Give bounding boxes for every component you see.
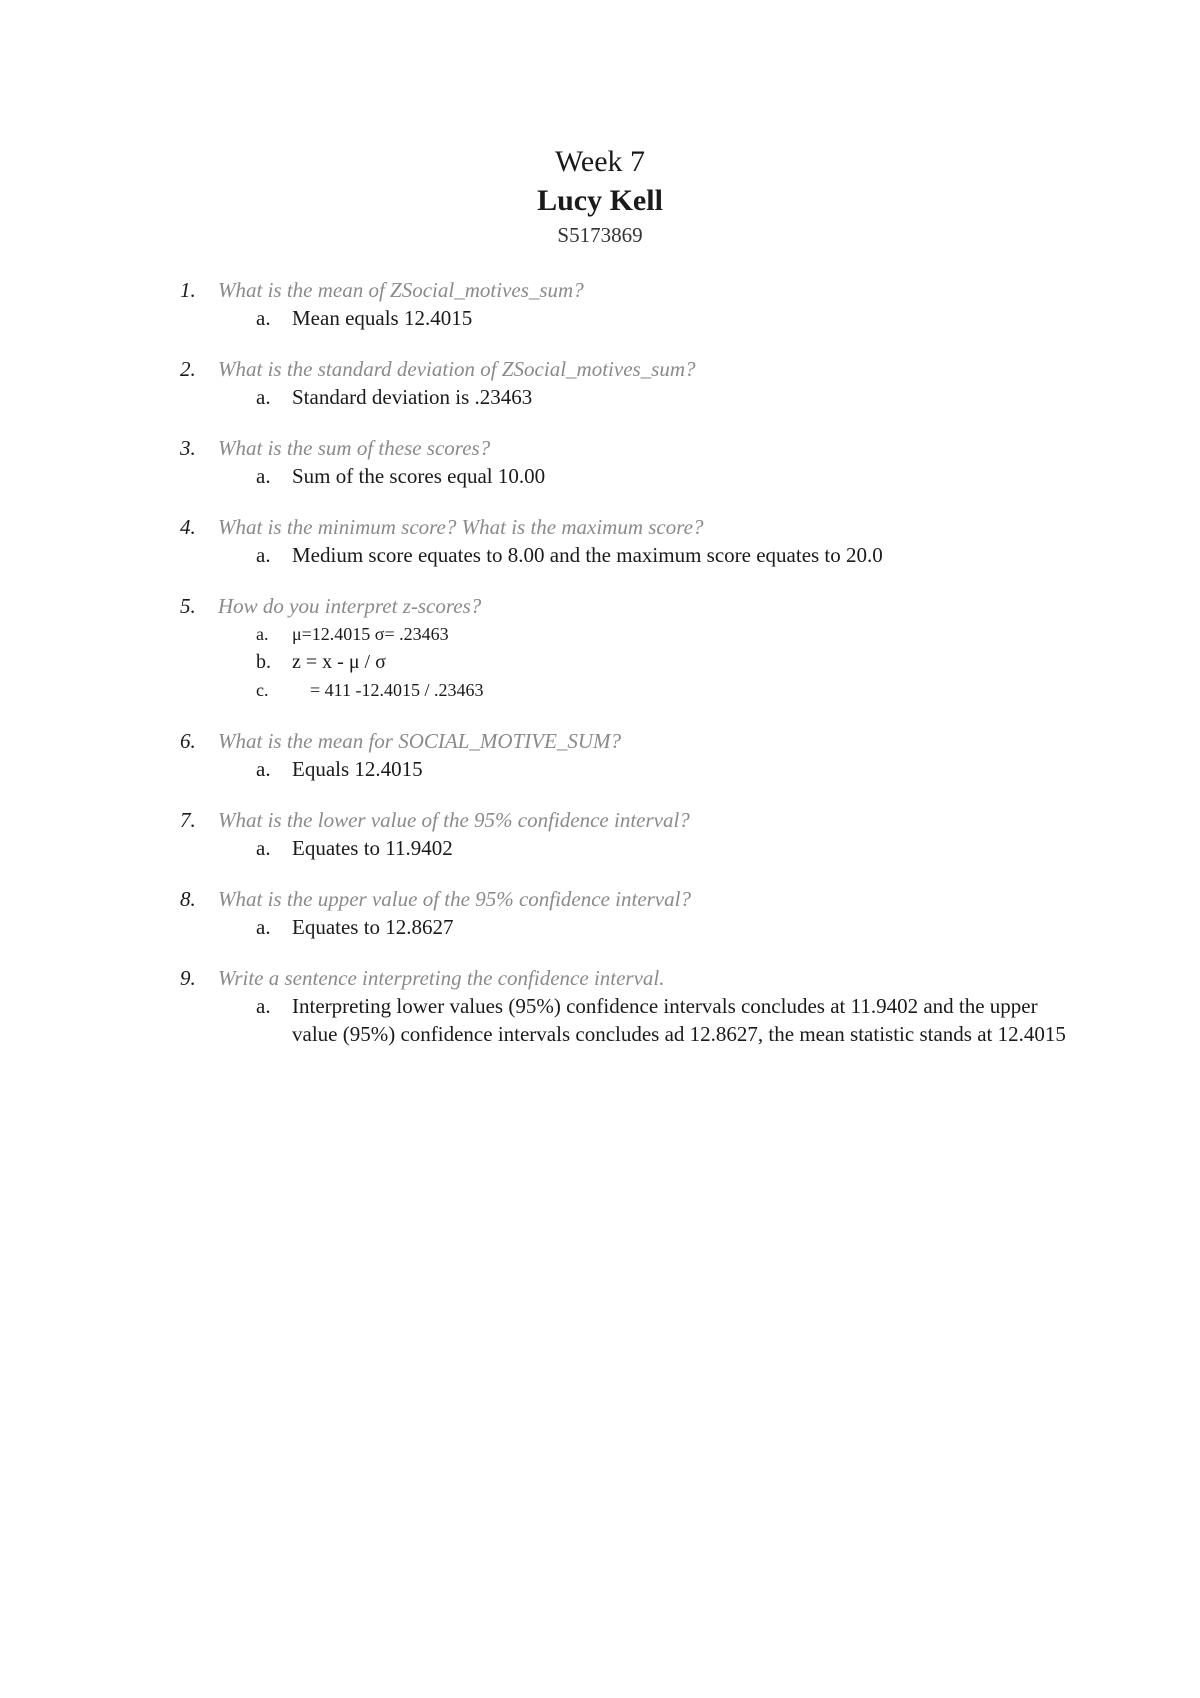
question-list (180, 276, 1080, 1071)
question-3 (180, 434, 1080, 490)
answer-item (180, 304, 1080, 332)
question-1 (180, 276, 1080, 332)
question-8 (180, 885, 1080, 941)
answer-item (180, 992, 1080, 1048)
answer-letter: c. (256, 680, 269, 700)
answer-text: Sum of the scores equal 10.00 (292, 464, 546, 488)
question-number: 4. (180, 515, 196, 539)
answer-text: Interpreting lower values (95%) confidence intervals concludes at 11.9402 and the upper value (95%) confidence intervals concludes ad 12.8627, the mean statistic stands at 12.4015 (292, 994, 1066, 1046)
question-6 (180, 727, 1080, 783)
answer-text: z = x - μ / σ (292, 651, 386, 673)
answer-text: μ=12.4015 σ= .23463 (292, 624, 449, 644)
question-number: 7. (180, 808, 196, 832)
answer-text: = 411 -12.4015 / .23463 (310, 680, 484, 700)
answer-text: Equals 12.4015 (292, 757, 423, 781)
question-text: What is the mean for SOCIAL_MOTIVE_SUM? (218, 729, 622, 753)
question-2 (180, 355, 1080, 411)
question-4 (180, 513, 1080, 569)
answer-item (180, 755, 1080, 783)
question-number: 6. (180, 729, 196, 753)
question-number: 8. (180, 887, 196, 911)
answer-letter: a. (256, 915, 271, 939)
answer-text: Equates to 12.8627 (292, 915, 454, 939)
question-text: What is the sum of these scores? (218, 436, 491, 460)
answer-item (180, 676, 1080, 704)
answer-text: Mean equals 12.4015 (292, 306, 473, 330)
question-number: 2. (180, 357, 196, 381)
student-id: S5173869 (557, 223, 643, 247)
answer-letter: a. (256, 464, 271, 488)
answer-item (180, 541, 1080, 569)
answer-letter: a. (256, 624, 269, 644)
answer-letter: a. (256, 306, 271, 330)
answer-letter: a. (256, 385, 271, 409)
question-9 (180, 964, 1080, 1048)
question-number: 1. (180, 278, 196, 302)
question-text: What is the minimum score? What is the maximum score? (218, 515, 704, 539)
answer-letter: a. (256, 836, 271, 860)
answer-letter: b. (256, 651, 271, 673)
question-text: What is the lower value of the 95% confidence interval? (218, 808, 690, 832)
question-number: 3. (180, 436, 196, 460)
question-text: What is the standard deviation of ZSocial_motives_sum? (218, 357, 696, 381)
answer-item (180, 648, 1080, 676)
student-name: Lucy Kell (537, 184, 663, 217)
answer-letter: a. (256, 543, 271, 567)
answer-item (180, 462, 1080, 490)
answer-letter: a. (256, 994, 271, 1018)
question-5 (180, 592, 1080, 704)
answer-letter: a. (256, 757, 271, 781)
question-text: What is the mean of ZSocial_motives_sum? (218, 278, 584, 302)
answer-item (180, 620, 1080, 648)
answer-item (180, 834, 1080, 862)
answer-item (180, 383, 1080, 411)
question-text: Write a sentence interpreting the confidence interval. (218, 966, 665, 990)
question-7 (180, 806, 1080, 862)
week-title: Week 7 (554, 145, 646, 178)
answer-text: Standard deviation is .23463 (292, 385, 533, 409)
question-text: How do you interpret z-scores? (218, 594, 482, 618)
question-text: What is the upper value of the 95% confidence interval? (218, 887, 691, 911)
answer-text: Equates to 11.9402 (292, 836, 453, 860)
question-number: 9. (180, 966, 196, 990)
question-number: 5. (180, 594, 196, 618)
answer-text: Medium score equates to 8.00 and the maximum score equates to 20.0 (292, 543, 883, 567)
answer-item (180, 913, 1080, 941)
